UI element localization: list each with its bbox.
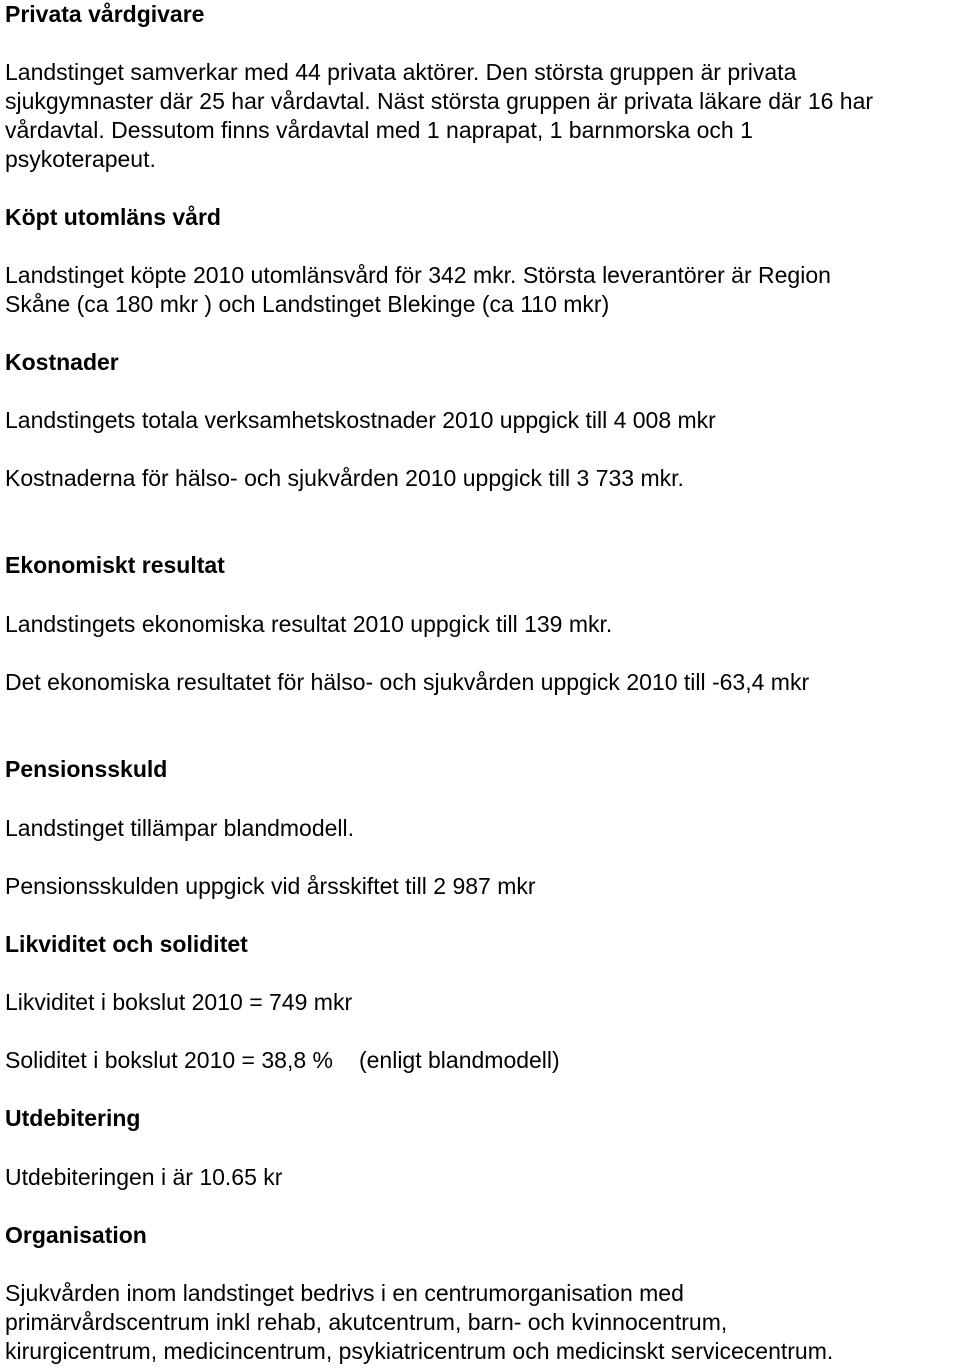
heading-likviditet-och-soliditet: Likviditet och soliditet <box>5 931 248 957</box>
soliditet-note: (enligt blandmodell) <box>358 1047 560 1073</box>
heading-utdebitering: Utdebitering <box>5 1105 141 1131</box>
heading-privata-vardgivare: Privata vårdgivare <box>5 1 205 27</box>
paragraph-line: Det ekonomiska resultatet för hälso- och sjukvården uppgick 2010 till -63,4 mkr <box>5 669 810 695</box>
paragraph-line: Pensionsskulden uppgick vid årsskiftet till 2 987 mkr <box>5 873 536 899</box>
paragraph-line: Landstinget tillämpar blandmodell. <box>5 815 355 841</box>
paragraph-line: Skåne (ca 180 mkr ) och Landstinget Blekinge (ca 110 mkr) <box>5 291 610 317</box>
heading-ekonomiskt-resultat: Ekonomiskt resultat <box>5 552 225 578</box>
soliditet-value: Soliditet i bokslut 2010 = 38,8 % <box>5 1047 333 1073</box>
paragraph-line: Kostnaderna för hälso- och sjukvården 2010 uppgick till 3 733 mkr. <box>5 465 684 491</box>
paragraph-line: Landstingets ekonomiska resultat 2010 uppgick till 139 mkr. <box>5 611 613 637</box>
paragraph-line: vårdavtal. Dessutom finns vårdavtal med 1 naprapat, 1 barnmorska och 1 <box>5 117 753 143</box>
heading-pensionsskuld: Pensionsskuld <box>5 756 168 782</box>
paragraph-line <box>5 1046 560 1075</box>
paragraph-line: primärvårdscentrum inkl rehab, akutcentrum, barn- och kvinnocentrum, <box>5 1309 728 1335</box>
paragraph-line: kirurgicentrum, medicincentrum, psykiatricentrum och medicinskt servicecentrum. <box>5 1338 834 1364</box>
paragraph-line: Landstingets totala verksamhetskostnader 2010 uppgick till 4 008 mkr <box>5 407 716 433</box>
paragraph-line: sjukgymnaster där 25 har vårdavtal. Näst största gruppen är privata läkare där 16 har <box>5 88 874 114</box>
paragraph-line: Sjukvården inom landstinget bedrivs i en centrumorganisation med <box>5 1280 684 1306</box>
paragraph-line: Utdebiteringen i är 10.65 kr <box>5 1164 283 1190</box>
paragraph-line: psykoterapeut. <box>5 146 156 172</box>
paragraph-line: Landstinget samverkar med 44 privata aktörer. Den största gruppen är privata <box>5 59 797 85</box>
heading-kostnader: Kostnader <box>5 349 119 375</box>
paragraph-line: Likviditet i bokslut 2010 = 749 mkr <box>5 989 353 1015</box>
heading-kopt-utomlans-vard: Köpt utomläns vård <box>5 204 221 230</box>
heading-organisation: Organisation <box>5 1222 147 1248</box>
paragraph-line: Landstinget köpte 2010 utomlänsvård för 342 mkr. Största leverantörer är Region <box>5 262 831 288</box>
